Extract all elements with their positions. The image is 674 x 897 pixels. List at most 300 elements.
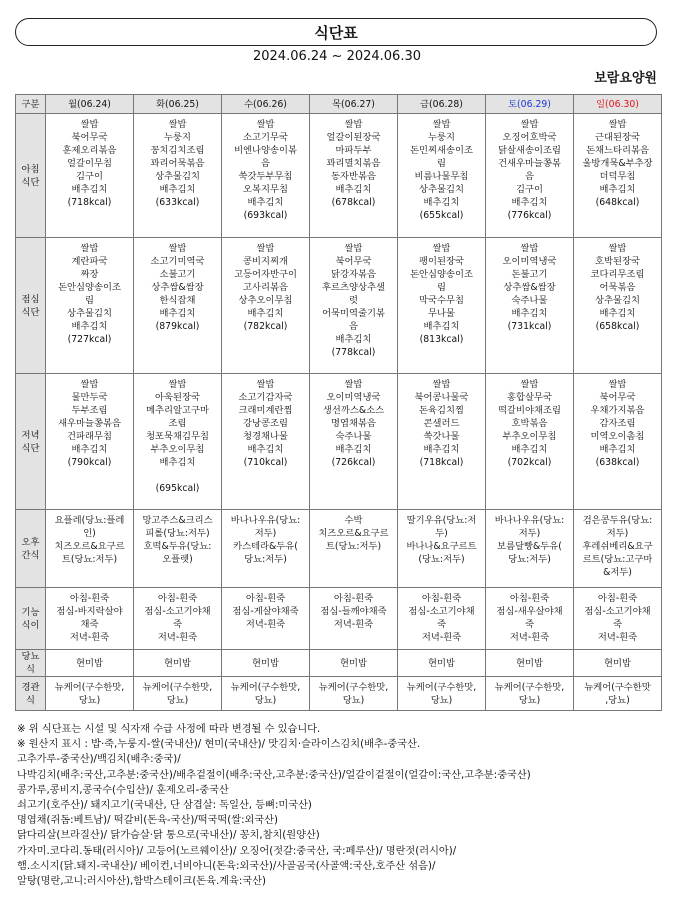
row-label (16, 114, 46, 238)
menu-item: 배추김치 (247, 444, 284, 455)
menu-item: 아침-흰죽 (157, 593, 198, 604)
menu-item: 당뇨) (78, 695, 101, 706)
note-line: ※ 위 식단표는 시설 및 식자재 수급 사정에 따라 변경될 수 있습니다. (17, 724, 321, 735)
menu-cell (574, 650, 662, 677)
note-line: 알탕(명란,고니:러시아산),함박스테이크(돈육.계육:국산) (17, 876, 266, 888)
menu-item: 배추김치 (423, 444, 460, 455)
menu-item: 뉴케어(구수한맛 (584, 682, 651, 693)
menu-cell (46, 374, 134, 510)
menu-item: (693kcal) (243, 210, 288, 221)
menu-item: 떡갈비야채조림 (498, 405, 561, 416)
menu-item: 오복지무침 (243, 184, 288, 195)
menu-cell (134, 114, 222, 238)
menu-item: 저두) (254, 528, 277, 539)
menu-item: 미역오이촘침 (590, 431, 645, 442)
breakfast-row (16, 114, 662, 238)
menu-item: 배추김치 (423, 321, 460, 332)
lunch-row (16, 238, 662, 374)
menu-item: 명엽채볶음 (331, 418, 376, 429)
menu-item: 상추물김치 (155, 171, 200, 182)
menu-period: 2024.06.24 ~ 2024.06.30 (252, 49, 422, 64)
menu-cell (222, 588, 310, 650)
menu-item: 비엔나양송이볶 (234, 145, 297, 156)
menu-cell (486, 588, 574, 650)
menu-item: 배추김치 (599, 444, 636, 455)
menu-item: 부추오이무침 (502, 431, 557, 442)
menu-item: 현미밥 (252, 657, 279, 669)
menu-item: 저녁-흰죽 (333, 619, 374, 630)
menu-item: 배추김치 (159, 457, 196, 468)
menu-item: 어묵미역줄기볶 (322, 308, 385, 319)
row-label (16, 677, 46, 711)
menu-item: 딸기우유(당뇨:저 (406, 515, 477, 526)
menu-cell (398, 588, 486, 650)
menu-item: 감자조림 (599, 418, 636, 429)
menu-item: 북어무국 (335, 256, 372, 267)
menu-item: 배추김치 (599, 184, 636, 195)
menu-item: 아침-흰죽 (597, 593, 638, 604)
menu-cell (486, 114, 574, 238)
menu-cell (222, 114, 310, 238)
menu-item: 강낭콩조림 (243, 418, 288, 429)
menu-item: (당뇨:저두) (418, 554, 465, 565)
day-header-sunday: 일(06.30) (574, 95, 662, 114)
menu-item: 쑥갓나물 (423, 431, 460, 442)
menu-item: 콘샐러드 (423, 418, 460, 429)
menu-item: 저녁-흰죽 (597, 632, 638, 643)
menu-item: 뉴케어(구수한맛, (142, 682, 213, 693)
menu-cell (486, 677, 574, 711)
menu-item: 아욱된장국 (155, 392, 200, 403)
menu-item: 어묵볶음 (599, 282, 636, 293)
menu-cell (134, 510, 222, 588)
menu-item: 쌀밥 (608, 379, 627, 390)
menu-item: 배추김치 (71, 321, 108, 332)
menu-item: 꽁치김치조림 (150, 145, 205, 156)
row-label (16, 238, 46, 374)
menu-item: 숙주나물 (335, 431, 372, 442)
note-line: 고추가루-중국산)/백김치(배추:중국)/ (17, 754, 181, 766)
menu-item: 쌀밥 (168, 119, 187, 130)
menu-item: 배추김치 (511, 444, 548, 455)
menu-cell (574, 510, 662, 588)
menu-item: 오이미역냉국 (326, 392, 381, 403)
menu-item: 저녁-흰죽 (509, 632, 550, 643)
day-header-saturday: 토(06.29) (486, 95, 574, 114)
menu-item: 르트(당뇨:고구마 (582, 554, 653, 565)
row-label-line: 경관 (21, 681, 40, 693)
page-title: 식단표 (314, 23, 358, 42)
menu-cell (46, 677, 134, 711)
menu-cell (310, 238, 398, 374)
menu-item: 쑥갓두부무침 (238, 171, 293, 182)
day-header: 화(06.25) (134, 95, 222, 114)
menu-item: 두) (435, 528, 448, 539)
menu-item: 후르츠양상추샐 (322, 282, 385, 293)
menu-item: 림 (437, 158, 446, 169)
row-label-line: 식단 (21, 306, 40, 318)
menu-item: 현미밥 (340, 657, 367, 669)
menu-item: 바나나우유(당뇨: (230, 515, 301, 526)
menu-item: 쌀밥 (256, 119, 275, 130)
menu-item: 배추김치 (159, 308, 196, 319)
menu-item: 배추김치 (599, 308, 636, 319)
menu-item: 오이미역냉국 (502, 256, 557, 267)
menu-item: 조림 (168, 418, 187, 429)
menu-cell (310, 374, 398, 510)
menu-item: 호떡&두유(당뇨: (143, 541, 212, 552)
menu-item: 배추김치 (335, 184, 372, 195)
menu-item: 숙주나물 (511, 295, 548, 306)
menu-item: 상추쌈&쌈장 (151, 282, 204, 293)
menu-item: 당뇨) (166, 695, 189, 706)
menu-cell (574, 677, 662, 711)
menu-item: 당뇨:저두) (244, 554, 287, 565)
menu-item: 저두) (606, 528, 629, 539)
menu-item: 배추김치 (71, 184, 108, 195)
menu-item: 마파두부 (335, 145, 372, 156)
menu-item: 돈민찌새송이조 (410, 145, 473, 156)
menu-item: 현미밥 (76, 657, 103, 669)
menu-cell (310, 114, 398, 238)
menu-item (135, 469, 220, 482)
menu-item: 치즈오르&요구르 (318, 528, 389, 539)
menu-item: 쌀밥 (608, 119, 627, 130)
menu-item: 쌀밥 (432, 379, 451, 390)
menu-item: 우채가지볶음 (590, 405, 645, 416)
menu-item: 쌀밥 (344, 243, 363, 254)
menu-item: (813kcal) (419, 334, 464, 345)
menu-item: 죽 (437, 619, 446, 630)
menu-item: 피롤(당뇨:저두) (145, 528, 210, 539)
menu-item: 얼갈이된장국 (326, 132, 381, 143)
menu-cell (310, 650, 398, 677)
note-line: 나박김치(배추:국산,고추분:중국산)/배추겉절이(배추:국산,고추분:중국산)/얼갈이겉절이(얼갈이:국산,고추분:중국산) (17, 769, 531, 781)
menu-cell (486, 238, 574, 374)
menu-item: 소고기미역국 (150, 256, 205, 267)
day-header: 수(06.26) (222, 95, 310, 114)
menu-cell (222, 238, 310, 374)
menu-item: (638kcal) (595, 457, 640, 468)
menu-item: 점심-게살야채죽 (232, 606, 299, 617)
menu-item: 음 (349, 321, 358, 332)
menu-item: 소불고기 (159, 269, 196, 280)
menu-item: 점심-소고기야채 (144, 606, 211, 617)
day-header: 금(06.28) (398, 95, 486, 114)
menu-item: 죽 (173, 619, 182, 630)
menu-item: 울방개묵&부추장 (582, 158, 653, 169)
menu-item: 림 (85, 295, 94, 306)
menu-cell (310, 510, 398, 588)
menu-item: 당뇨) (342, 695, 365, 706)
menu-item: 무나물 (428, 308, 455, 319)
row-label (16, 588, 46, 650)
menu-item: 한식잡채 (159, 295, 196, 306)
menu-item: 쌀밥 (344, 119, 363, 130)
snack-row (16, 510, 662, 588)
menu-item: 뉴케어(구수한맛, (230, 682, 301, 693)
menu-cell (310, 588, 398, 650)
menu-item: 상추물김치 (419, 184, 464, 195)
menu-item: 오징어호박국 (502, 132, 557, 143)
menu-cell (46, 114, 134, 238)
menu-item: 수박 (344, 515, 363, 526)
menu-item: 상추물김치 (67, 308, 112, 319)
menu-item: 북어무국 (599, 392, 636, 403)
menu-cell (46, 588, 134, 650)
menu-item: 점심-새우살야채 (496, 606, 563, 617)
menu-cell (574, 114, 662, 238)
menu-cell (574, 374, 662, 510)
note-line: 햄.소시지(닭.돼지-국내산)/ 베이컨,너비아니(돈육:외국산)/사골곰국(사골액:국산,호주산 섞음)/ (17, 860, 436, 872)
row-label (16, 374, 46, 510)
menu-item: 얼갈이무침 (67, 158, 112, 169)
menu-item: 쌀밥 (344, 379, 363, 390)
menu-item: (727kcal) (67, 334, 112, 345)
menu-cell (398, 510, 486, 588)
menu-item: 부추오이무침 (150, 444, 205, 455)
menu-item: 보름달빵&두유( (497, 541, 562, 552)
menu-item: 망고주스&크리스 (142, 515, 213, 526)
note-line: 콩가루,콩비지,콩국수(수입산)/ 훈제오리-중국산 (17, 784, 229, 796)
note-line: 가자미.코다리.동태(러시아)/ 고등어(노르웨이산)/ 오징어(젓갈:중국산, 국:페루산)/ 명란젓(러시아)/ (17, 845, 457, 857)
menu-cell (398, 238, 486, 374)
menu-item: 쌀밥 (520, 379, 539, 390)
menu-cell (486, 374, 574, 510)
menu-item: 뉴케어(구수한맛, (494, 682, 565, 693)
menu-item: 죽 (525, 619, 534, 630)
menu-cell (222, 510, 310, 588)
menu-item: 배추김치 (247, 197, 284, 208)
menu-item: 음 (525, 171, 534, 182)
menu-item: 럿 (349, 295, 358, 306)
menu-cell (398, 114, 486, 238)
menu-item: 아침-흰죽 (509, 593, 550, 604)
menu-item: 현미밥 (164, 657, 191, 669)
menu-item: 짜장 (80, 269, 99, 280)
menu-item: 당뇨) (430, 695, 453, 706)
row-label-line: 간식 (21, 549, 40, 561)
menu-cell (398, 374, 486, 510)
menu-item: (648kcal) (595, 197, 640, 208)
menu-item: 쌀밥 (168, 243, 187, 254)
dinner-row (16, 374, 662, 510)
menu-item: 죽 (613, 619, 622, 630)
menu-item: 호박볶음 (511, 418, 548, 429)
menu-item: 뉴케어(구수한맛, (406, 682, 477, 693)
menu-cell (574, 238, 662, 374)
menu-item: 배추김치 (423, 197, 460, 208)
menu-item: 쌀밥 (520, 119, 539, 130)
day-header: 목(06.27) (310, 95, 398, 114)
menu-item: 고등어자반구이 (234, 269, 297, 280)
menu-item: 쌀밥 (432, 119, 451, 130)
menu-item: 아침-흰죽 (333, 593, 374, 604)
menu-item: (726kcal) (331, 457, 376, 468)
menu-item: 배추김치 (159, 184, 196, 195)
menu-cell (222, 677, 310, 711)
row-label (16, 650, 46, 677)
menu-item: 점심-소고기야채 (408, 606, 475, 617)
menu-item: 림 (437, 282, 446, 293)
menu-item: 소고기무국 (243, 132, 288, 143)
menu-item: 돈육김치찜 (419, 405, 464, 416)
menu-item: (879kcal) (155, 321, 200, 332)
menu-item: 건파래무침 (67, 431, 112, 442)
menu-cell (310, 677, 398, 711)
menu-item: 크래미계란찜 (238, 405, 293, 416)
menu-item: 저녁-흰죽 (69, 632, 110, 643)
menu-item: 아침-흰죽 (421, 593, 462, 604)
menu-item: 돈채느타리볶음 (586, 145, 649, 156)
menu-item: 누룽지 (164, 132, 191, 143)
menu-title-box (15, 18, 657, 46)
menu-item: 쌀밥 (168, 379, 187, 390)
menu-item: 트(당뇨:저두) (61, 554, 118, 565)
menu-cell (222, 650, 310, 677)
menu-item: 소고기감자국 (238, 392, 293, 403)
menu-cell (222, 374, 310, 510)
menu-item: 김구이 (76, 171, 103, 182)
menu-item: 쌀밥 (432, 243, 451, 254)
menu-item: ,당뇨) (605, 695, 630, 706)
menu-item: 팽이된장국 (419, 256, 464, 267)
menu-cell (398, 677, 486, 711)
menu-cell (574, 588, 662, 650)
menu-item: (633kcal) (155, 197, 200, 208)
menu-cell (46, 650, 134, 677)
menu-item: 배추김치 (335, 334, 372, 345)
menu-item: 비름나물무침 (414, 171, 469, 182)
menu-cell (486, 650, 574, 677)
row-label-line: 식 (26, 694, 35, 706)
menu-item: (790kcal) (67, 457, 112, 468)
menu-item: 쌀밥 (80, 119, 99, 130)
menu-item: 훈제오리볶음 (62, 145, 117, 156)
menu-item: 저두) (518, 528, 541, 539)
row-label-line: 식단 (21, 176, 40, 188)
menu-item: 점심-소고기야채 (584, 606, 651, 617)
header-corner: 구분 (16, 95, 46, 114)
menu-item: 닭살새송이조림 (498, 145, 561, 156)
menu-item: &저두) (603, 567, 632, 578)
facility-name: 보람요양원 (594, 71, 657, 86)
menu-item: 돈안심양송이조 (410, 269, 473, 280)
menu-item: 당뇨:저두) (508, 554, 551, 565)
menu-item: 배추김치 (247, 308, 284, 319)
menu-item: 코다리무조림 (590, 269, 645, 280)
row-label-line: 식단 (21, 442, 40, 454)
menu-item: 현미밥 (516, 657, 543, 669)
menu-item: 뉴케어(구수한맛, (318, 682, 389, 693)
menu-item: 호박된장국 (595, 256, 640, 267)
menu-item: 돈불고기 (511, 269, 548, 280)
menu-item: 콩비지찌개 (243, 256, 288, 267)
row-label (16, 510, 46, 588)
menu-item: 막국수무침 (419, 295, 464, 306)
menu-item: 치즈오르&요구르 (54, 541, 125, 552)
menu-item: (678kcal) (331, 197, 376, 208)
menu-item: 저녁-흰죽 (421, 632, 462, 643)
diabetic-diet-row (16, 650, 662, 677)
menu-item: 현미밥 (428, 657, 455, 669)
menu-item: 배추김치 (511, 197, 548, 208)
weekly-menu-table (15, 94, 662, 711)
day-header: 월(06.24) (46, 95, 134, 114)
menu-item: 쌀밥 (256, 243, 275, 254)
menu-item: 청포묵채김무침 (146, 431, 209, 442)
menu-item: 쌀밥 (520, 243, 539, 254)
row-label-line: 당뇨 (21, 651, 40, 662)
menu-item: (731kcal) (507, 321, 552, 332)
menu-item: 현미밥 (604, 657, 631, 669)
menu-item: 채죽 (80, 619, 99, 630)
menu-item: 배추김치 (335, 444, 372, 455)
menu-item: 점심-바지락살야 (56, 606, 123, 617)
menu-item: 뉴케어(구수한맛, (54, 682, 125, 693)
note-line: 쇠고기(호주산)/ 돼지고기(국내산, 단 삼겹살: 독일산, 등뼈:미국산) (17, 800, 312, 812)
note-line: ※ 원산지 표시 : 밥·죽,누룽지-쌀(국내산)/ 현미(국내산)/ 맛김치·슬라이스김치(배추-중국산. (17, 739, 421, 751)
menu-item: 물만두국 (71, 392, 108, 403)
menu-item: (782kcal) (243, 321, 288, 332)
menu-item: (710kcal) (243, 457, 288, 468)
menu-item: 음 (261, 158, 270, 169)
menu-item: (695kcal) (155, 483, 200, 494)
menu-item: (778kcal) (331, 347, 376, 358)
menu-item: 상추물김치 (595, 295, 640, 306)
row-label-line: 아침 (21, 163, 40, 175)
menu-cell (134, 238, 222, 374)
menu-item: 바나나&요구르트 (406, 541, 477, 552)
menu-item: 상추쌈&쌈장 (503, 282, 556, 293)
menu-item: 쌀밥 (80, 379, 99, 390)
menu-item: (776kcal) (507, 210, 552, 221)
menu-item: 트(당뇨:저두) (325, 541, 382, 552)
menu-item: 꽈리어묵볶음 (150, 158, 205, 169)
row-label-line: 오후 (21, 536, 40, 548)
menu-item: 요플레(당뇨:플레 (54, 515, 125, 526)
menu-item: 메추리알고구마 (146, 405, 209, 416)
menu-item: 저녁-흰죽 (245, 619, 286, 630)
menu-item: 배추김치 (511, 308, 548, 319)
menu-cell (46, 238, 134, 374)
menu-item: 쌀밥 (80, 243, 99, 254)
menu-item: 당뇨) (518, 695, 541, 706)
menu-cell (134, 677, 222, 711)
tube-feed-row (16, 677, 662, 711)
header-row (16, 95, 662, 114)
menu-item: 쌀밥 (256, 379, 275, 390)
functional-diet-row (16, 588, 662, 650)
menu-cell (134, 374, 222, 510)
row-label-line: 식이 (21, 619, 40, 631)
row-label-line: 점심 (21, 293, 40, 305)
menu-item: (658kcal) (595, 321, 640, 332)
menu-item: 당뇨) (254, 695, 277, 706)
menu-cell (486, 510, 574, 588)
menu-item: 후레쉬베리&요구 (582, 541, 653, 552)
menu-cell (46, 510, 134, 588)
menu-item: 아침-흰죽 (245, 593, 286, 604)
menu-item: 김구이 (516, 184, 543, 195)
menu-item: 점심-들깨야채죽 (320, 606, 387, 617)
menu-item: 돈안심양송이조 (58, 282, 121, 293)
menu-item: 새우마늘쫑볶음 (58, 418, 121, 429)
menu-item: 더덕무침 (599, 171, 636, 182)
menu-item: 쌀밥 (608, 243, 627, 254)
menu-cell (134, 588, 222, 650)
menu-item: 누룽지 (428, 132, 455, 143)
